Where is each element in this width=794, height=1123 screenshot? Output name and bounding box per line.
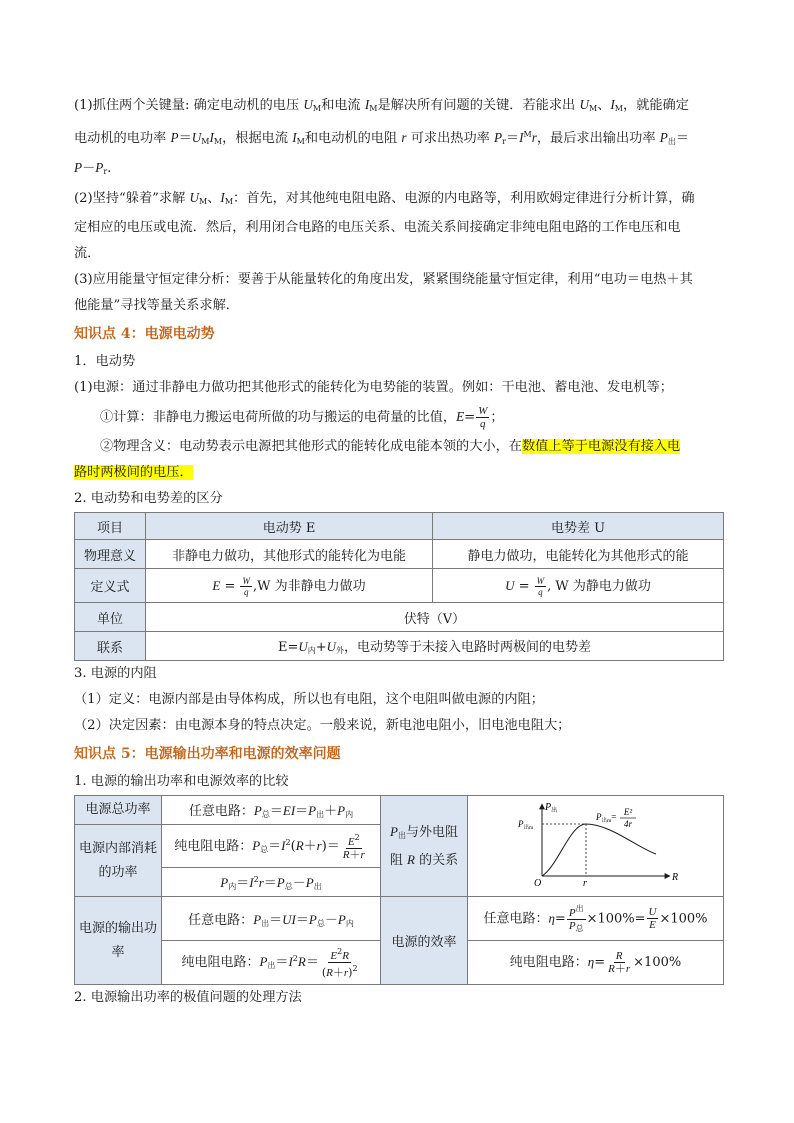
table-cell: 非静电力做功，其他形式的能转化为电能 [146, 540, 433, 569]
table-cell: $P_内=I^2r=P_总-P_出$ [162, 868, 381, 897]
pm-label: $P_{出m}$ [517, 819, 533, 831]
table-cell: U = $\frac{W}{q}$ , W 为静电力做功 [433, 569, 724, 603]
paragraph-power-source: (1)电源：通过非静电力做功把其他形式的能转化为电势能的装置。例如：干电池、蓄电池、发电机等； [74, 380, 673, 395]
table-row-label: 电源的效率 [381, 897, 468, 985]
paragraph-emf-calculation: ①计算：非静电力搬运电荷所做的功与搬运的电荷量的比值，E= $\frac{W}{q}$ ； [100, 405, 504, 430]
table-row-label: 电源总功率 [75, 796, 162, 825]
section-emf-title: 1．电动势 [74, 354, 136, 369]
paragraph-key-quantities: (1)抓住两个关键量: 确定电动机的电压 $U_M$和电流 $I_M$是解决所有问题的关键．若能求出 $U_M$、$I_M$，就能确定 电动机的电功率 $P=U_MI_M$，根据电流 $I_M$和电动机的电阻 r 可求出热功率 $P_r=I^Mr$，最后求出输出功率 $P_出=$ $P-P_r$. [74, 97, 689, 176]
power-vs-resistance-graph [478, 796, 714, 892]
table-header: 项目 [75, 513, 146, 540]
table-cell: 纯电阻电路：$P_总=I^2(R+r)=$ $\frac{E^2}{R+r}$ [162, 825, 381, 868]
paragraph-internal-resistance-factors: （2）决定因素：由电源本身的特点决定。一般来说，新电池电阻小，旧电池电阻大； [74, 718, 571, 733]
table-header: 电动势 E [146, 513, 433, 540]
table-row [75, 897, 724, 941]
section-power-efficiency-title: 1. 电源的输出功率和电源效率的比较 [74, 774, 289, 789]
heading-knowledge-point-4: 知识点 4：电源电动势 [74, 326, 215, 342]
table-cell: E = $\frac{W}{q}$ ,W 为非静电力做功 [146, 569, 433, 603]
table-row-label: 单位 [75, 603, 146, 632]
paragraph-emf-meaning: ②物理含义：电动势表示电源把其他形式的能转化成电能本领的大小，在数值上等于电源没有接入电 [100, 439, 681, 454]
table-row-label: $P_出$与外电阻 阻 R 的关系 [381, 796, 468, 897]
paragraph-solve-indirectly: (2)坚持“躲着”求解 $U_M$、$I_M$：首先，对其他纯电阻电路、电源的内电路等，利用欧姆定律进行分析计算，确 定相应的电压或电流．然后，利用闭合电路的电压关系、电流关系间接确定非纯电阻电路的工作电压和电 流． [74, 190, 695, 261]
table-row [75, 603, 724, 632]
table-cell: 伏特（V） [146, 603, 724, 632]
table-row-label: 物理意义 [75, 540, 146, 569]
table-row [75, 632, 724, 661]
heading-knowledge-point-5: 知识点 5：电源输出功率和电源的效率问题 [74, 746, 341, 762]
fraction-w-over-q: $\frac{W}{q}$ [478, 405, 488, 430]
x-axis-label: R [671, 872, 678, 883]
highlighted-text: 路时两极间的电压． [74, 465, 193, 480]
table-cell: 静电力做功，电能转化为其他形式的能 [433, 540, 724, 569]
section-internal-resistance-title: 3. 电源的内阻 [74, 666, 157, 681]
table-cell: 任意电路：$P_总=EI=P_出+P_内$ [162, 796, 381, 825]
table-header: 电势差 U [433, 513, 724, 540]
power-curve-graph-cell [468, 796, 724, 897]
paragraph-emf-meaning-cont [74, 460, 724, 486]
table-cell: $E=U_内+U_外$，电动势等于未接入电路时两极间的电势差 [146, 632, 724, 661]
pm-num: E² [623, 807, 632, 817]
power-efficiency-table [74, 795, 724, 985]
section-extreme-value-title: 2. 电源输出功率的极值问题的处理方法 [74, 990, 302, 1005]
table-row [75, 796, 724, 825]
table-cell: 纯电阻电路：η= $\frac{R}{R+r}$ ×100% [468, 941, 724, 985]
table-row-label: 联系 [75, 632, 146, 661]
y-axis-label: $P_出$ [544, 802, 557, 814]
highlighted-text: 数值上等于电源没有接入电 [522, 439, 681, 454]
table-row [75, 540, 724, 569]
r-tick-label: r [582, 878, 587, 889]
table-row-label: 定义式 [75, 569, 146, 603]
emf-vs-potential-table [74, 512, 724, 661]
document-page [74, 92, 724, 1011]
section-difference-title: 2. 电动势和电势差的区分 [74, 491, 223, 506]
table-cell: 纯电阻电路：$P_出=I^2R=$ $\frac{E^2R}{(R+r)^2}$ [162, 941, 381, 985]
power-curve [542, 824, 656, 876]
pm-den: 4r [623, 819, 632, 829]
pm-formula-label: $P_{出m}=$ [595, 812, 616, 824]
paragraph-internal-resistance-definition: （1）定义：电源内部是由导体构成，所以也有电阻，这个电阻叫做电源的内阻； [74, 692, 544, 707]
origin-label: O [533, 878, 541, 889]
table-row-label: 电源的输出功率 [75, 897, 162, 985]
paragraph-energy-conservation: (3)应用能量守恒定律分析：要善于从能量转化的角度出发，紧紧围绕能量守恒定律，利用“电功＝电热＋其 他能量”寻找等量关系求解． [74, 272, 693, 313]
table-cell: 任意电路：$P_出=UI=P_总-P_内$ [162, 897, 381, 941]
table-row [75, 569, 724, 603]
table-row-label: 电源内部消耗的功率 [75, 825, 162, 897]
table-cell: 任意电路：η= $\frac{P^出}{P_总}$ ×100%= $\frac{U}{E}$ ×100% [468, 897, 724, 941]
